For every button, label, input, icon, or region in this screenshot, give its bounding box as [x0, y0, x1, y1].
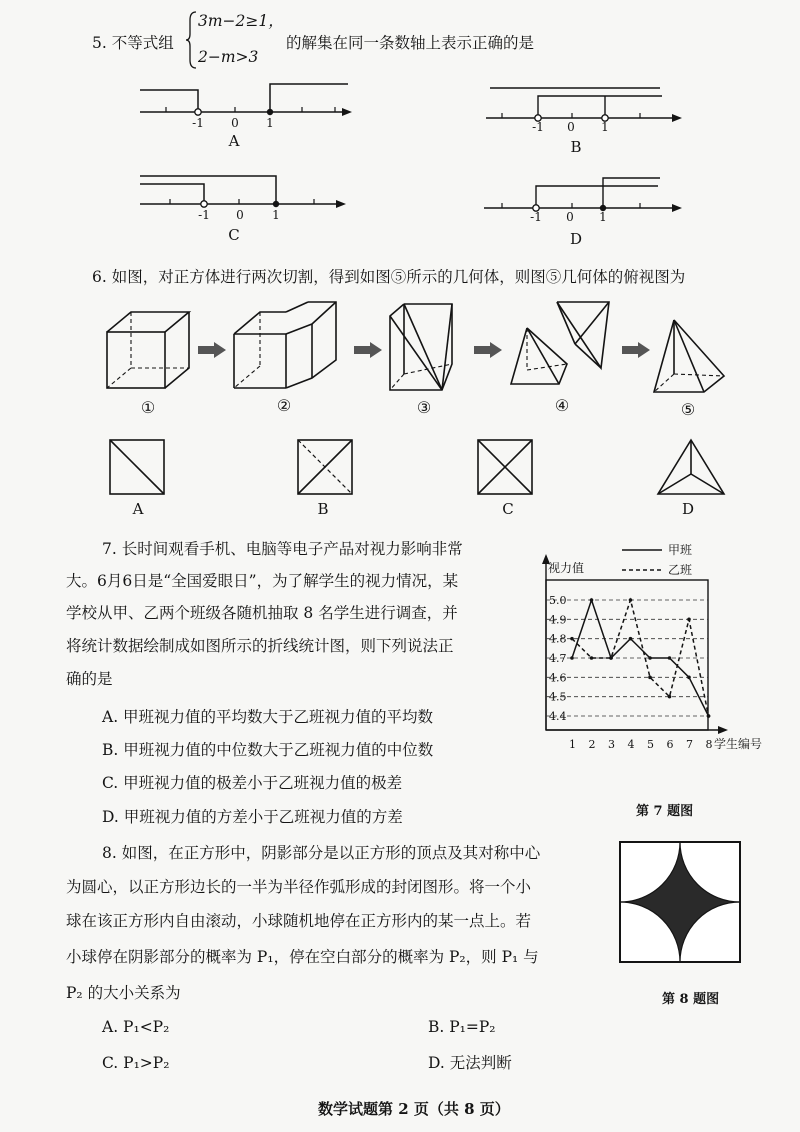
arrow-icon — [622, 342, 652, 358]
legend-label: 甲班 — [668, 543, 693, 557]
tick-label: 1 — [601, 120, 609, 134]
q7-choice-c[interactable]: C. 甲班视力值的极差小于乙班视力值的极差 — [102, 774, 403, 792]
figure-label: ④ — [554, 396, 570, 415]
data-point — [668, 656, 672, 660]
data-point — [629, 598, 633, 602]
y-tick-label: 4.4 — [549, 710, 567, 723]
data-point — [629, 637, 633, 641]
y-tick-label: 4.7 — [549, 652, 567, 665]
tick-label: 1 — [272, 208, 280, 222]
tick-label: -1 — [530, 210, 542, 224]
q7-choice-a[interactable]: A. 甲班视力值的平均数大于乙班视力值的平均数 — [102, 708, 434, 726]
data-point — [648, 656, 652, 660]
tick-label: 0 — [567, 120, 575, 134]
y-tick-label: 4.5 — [549, 690, 567, 704]
figure-label: ① — [140, 398, 156, 417]
q7-choice-d[interactable]: D. 甲班视力值的方差小于乙班视力值的方差 — [102, 808, 403, 826]
figure-label: ② — [276, 396, 292, 415]
figure-label: ③ — [416, 398, 432, 417]
data-point — [687, 676, 691, 680]
top-view-option-a[interactable] — [108, 438, 166, 496]
x-tick-label: 2 — [588, 738, 596, 751]
cube-figure-3 — [386, 302, 461, 394]
plot-frame — [546, 580, 708, 730]
cube-figure-4 — [505, 298, 615, 396]
page-footer: 数学试题第 2 页（共 8 页） — [318, 1100, 510, 1118]
option-label: A — [132, 500, 144, 518]
tick-label: 0 — [566, 210, 574, 224]
q7-line: 大。6月6日是“全国爱眼日”，为了解学生的视力情况，某 — [66, 572, 459, 590]
x-tick-label: 6 — [666, 738, 674, 751]
q5-line1: 3m−2≥1， — [198, 12, 284, 30]
q5-suffix: 的解集在同一条数轴上表示正确的是 — [286, 34, 535, 52]
data-point — [590, 656, 594, 660]
top-view-option-c[interactable] — [476, 438, 534, 496]
q7-line: 将统计数据绘制成如图所示的折线统计图，则下列说法正 — [66, 637, 454, 655]
x-axis-label: 学生编号 — [714, 737, 763, 751]
y-tick-label: 4.9 — [549, 613, 567, 627]
x-tick-label: 1 — [569, 738, 576, 751]
x-axis-arrow — [718, 726, 728, 734]
y-tick-label: 4.6 — [549, 671, 567, 685]
data-point — [570, 656, 574, 660]
data-point — [590, 598, 594, 602]
y-tick-label: 5.0 — [549, 594, 567, 607]
q8-line: 球在该正方形内自由滚动，小球随机地停在正方形内的某一点上。若 — [66, 912, 532, 930]
option-label: C — [228, 226, 240, 244]
option-label: B — [570, 138, 582, 156]
data-point — [687, 618, 691, 622]
q8-line: 为圆心，以正方形边长的一半为半径作弧形成的封闭图形。将一个小 — [66, 878, 532, 896]
q5-prefix: 5. 不等式组 — [92, 34, 174, 52]
q8-line: 8. 如图，在正方形中，阴影部分是以正方形的顶点及其对称中心 — [102, 844, 541, 862]
y-axis-label: 视力值 — [548, 561, 585, 575]
option-label: C — [502, 500, 514, 518]
top-view-option-d[interactable] — [656, 438, 726, 498]
tick-label: -1 — [192, 116, 204, 130]
data-point — [668, 695, 672, 699]
arrow-icon — [474, 342, 504, 358]
option-label: D — [681, 500, 695, 518]
q5-line2: 2−m>3 — [198, 48, 259, 66]
vision-line-chart — [530, 540, 780, 776]
q8-choice-b[interactable]: B. P₁=P₂ — [428, 1018, 496, 1036]
q8-line: P₂ 的大小关系为 — [66, 984, 181, 1002]
figure-label: ⑤ — [680, 400, 696, 419]
option-label: B — [317, 500, 329, 518]
tick-label: -1 — [198, 208, 210, 222]
arrow-icon — [198, 342, 228, 358]
x-tick-label: 8 — [705, 738, 713, 751]
x-tick-label: 7 — [686, 738, 693, 751]
tick-label: 1 — [599, 210, 607, 224]
q8-line: 小球停在阴影部分的概率为 P₁，停在空白部分的概率为 P₂，则 P₁ 与 — [66, 948, 539, 966]
q8-choice-d[interactable]: D. 无法判断 — [428, 1054, 512, 1072]
data-point — [707, 714, 711, 718]
q7-line: 7. 长时间观看手机、电脑等电子产品对视力影响非常 — [102, 540, 463, 558]
q7-line: 学校从甲、乙两个班级各随机抽取 8 名学生进行调查，并 — [66, 604, 458, 622]
q8-caption: 第 8 题图 — [662, 992, 720, 1007]
data-point — [570, 637, 574, 641]
y-tick-label: 4.8 — [549, 632, 567, 646]
q6-stem: 6. 如图，对正方体进行两次切割，得到如图⑤所示的几何体，则图⑤几何体的俯视图为 — [92, 268, 686, 286]
q7-line: 确的是 — [66, 670, 113, 688]
q5-numberline-a — [130, 76, 360, 132]
x-tick-label: 3 — [608, 738, 615, 751]
option-label: D — [569, 230, 583, 248]
cube-figure-2 — [232, 300, 342, 390]
q7-caption: 第 7 题图 — [636, 804, 694, 819]
data-point — [648, 676, 652, 680]
q8-choice-a[interactable]: A. P₁<P₂ — [102, 1018, 170, 1036]
q8-choice-c[interactable]: C. P₁>P₂ — [102, 1054, 170, 1072]
top-view-option-b[interactable] — [296, 438, 354, 496]
tick-label: 0 — [236, 208, 244, 222]
x-tick-label: 4 — [627, 738, 635, 751]
arrow-icon — [354, 342, 384, 358]
tick-label: -1 — [532, 120, 544, 134]
q7-choice-b[interactable]: B. 甲班视力值的中位数大于乙班视力值的中位数 — [102, 741, 434, 759]
q5-brace — [186, 10, 198, 70]
x-tick-label: 5 — [647, 738, 654, 751]
cube-figure-5 — [652, 318, 728, 394]
option-label: A — [228, 132, 240, 150]
data-point — [609, 656, 613, 660]
tick-label: 0 — [231, 116, 239, 130]
cube-figure-1 — [105, 310, 195, 390]
legend-label: 乙班 — [668, 563, 693, 577]
shaded-square-figure — [620, 842, 744, 966]
tick-label: 1 — [266, 116, 274, 130]
